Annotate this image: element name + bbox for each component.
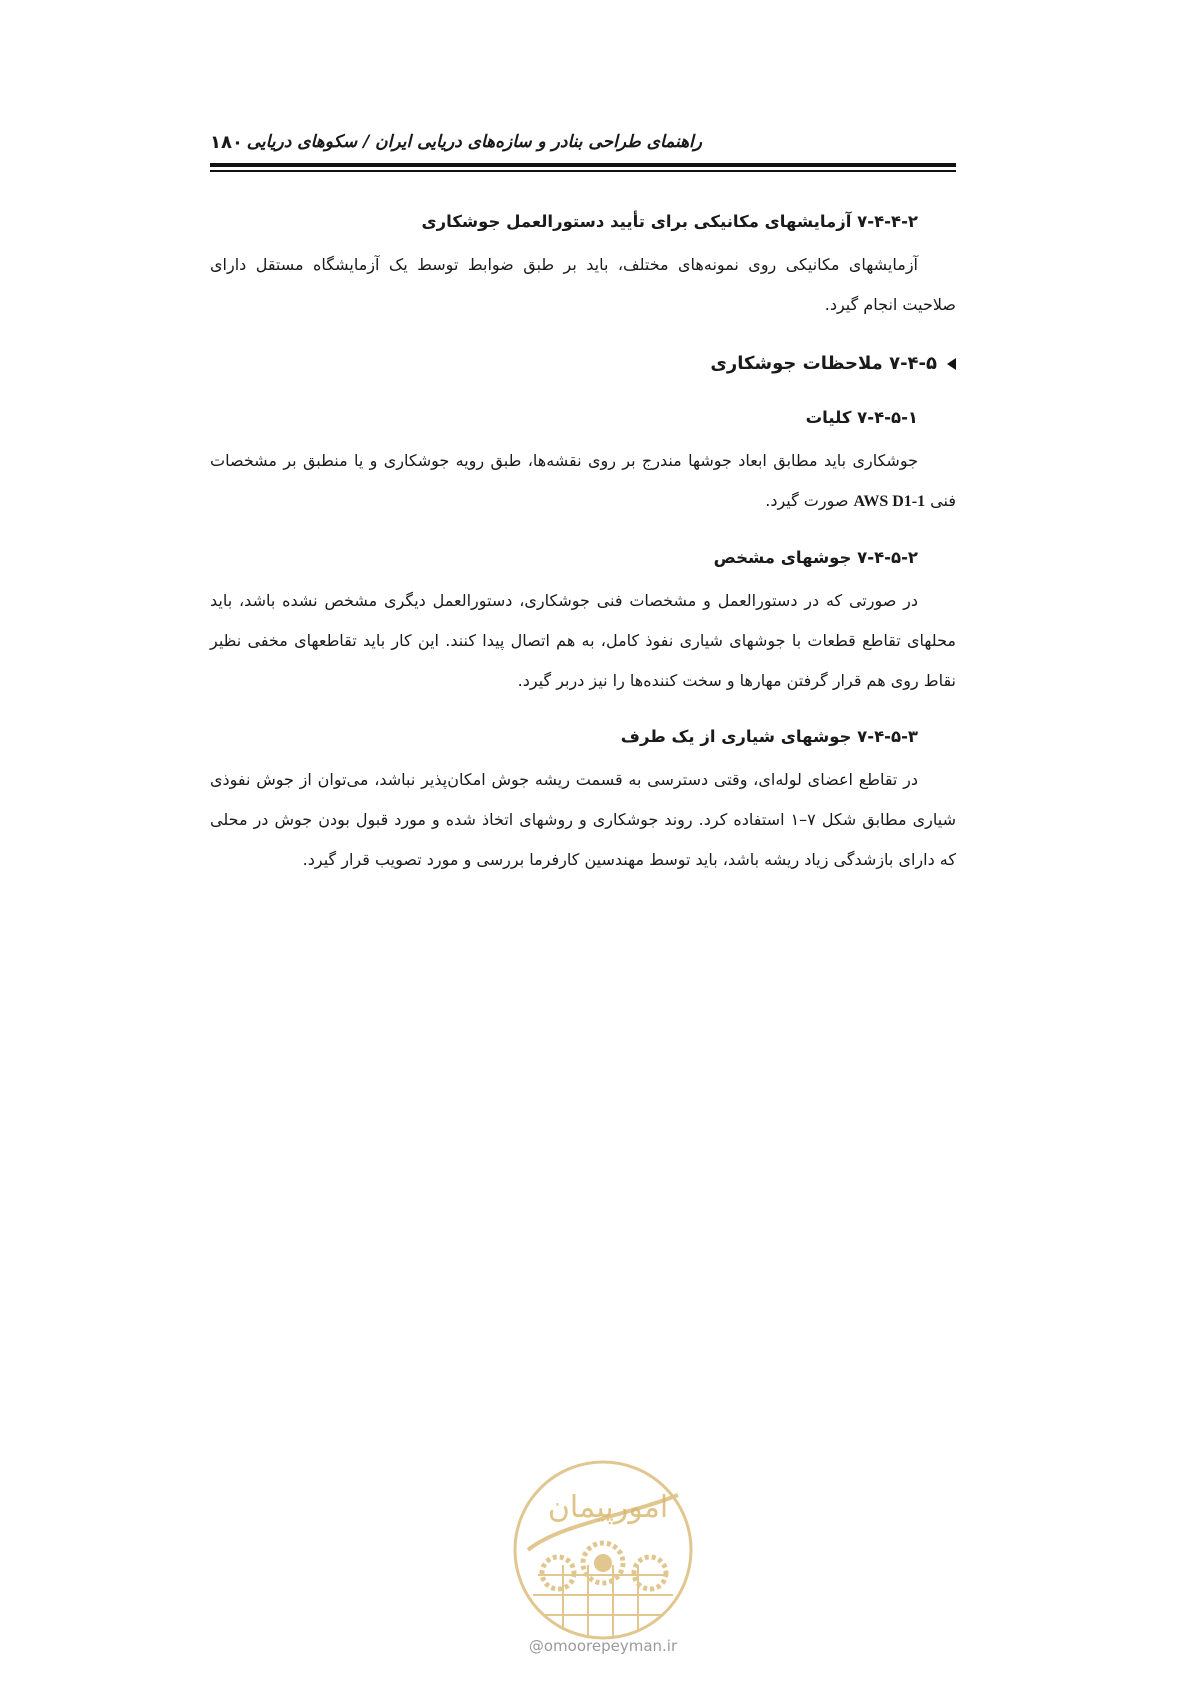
document-body xyxy=(210,212,956,880)
section-heading-7-4-5-1: ۷-۴-۵-۱ کلیات xyxy=(805,408,918,427)
page-number: ۱۸۰ xyxy=(210,132,243,153)
watermark-logo-text: امورپیمان xyxy=(547,1490,669,1525)
section-paragraph-7-4-5-3: در تقاطع اعضای لوله‌ای، وقتی دسترسی به قسمت ریشه جوش امکان‌پذیر نباشد، می‌توان از جوش نفوذی شیاری مطابق شکل ۷–۱ استفاده کرد. روند جوشکاری و روشهای اتخاذ شده و مورد قبول بودن جوش در محلی که دارای بازشدگی زیاد ریشه باشد، باید توسط مهندسین کارفرما بررسی و مورد تصویب قرار گیرد. xyxy=(210,770,956,869)
section-heading-7-4-5-text: ۷-۴-۵ ملاحظات جوشکاری xyxy=(710,353,937,374)
header-rule-thick xyxy=(210,163,956,167)
page-header xyxy=(210,122,956,170)
paragraph-text: صورت گیرد. xyxy=(765,491,854,510)
watermark-logo-icon xyxy=(508,1455,698,1645)
section-paragraph-7-4-5-1 xyxy=(210,441,956,522)
section-heading-7-4-5 xyxy=(210,353,956,374)
section-heading-7-4-5-2: ۷-۴-۵-۲ جوشهای مشخص xyxy=(713,548,918,567)
watermark xyxy=(488,1455,718,1685)
header-rule-thin xyxy=(210,170,956,172)
section-heading-7-4-5-3: ۷-۴-۵-۳ جوشهای شیاری از یک طرف xyxy=(620,727,918,746)
heading-bullet-icon xyxy=(947,358,956,370)
paragraph-text: جوشکاری باید مطابق ابعاد جوشها مندرج بر روی نقشه‌ها، طبق رویه جوشکاری و یا منطبق بر مشخصات فنی xyxy=(210,451,956,510)
watermark-caption: @omoorepeyman.ir xyxy=(528,1637,678,1655)
section-paragraph-7-4-4-2: آزمایشهای مکانیکی روی نمونه‌های مختلف، باید بر طبق ضوابط توسط یک آزمایشگاه مستقل دارای صلاحیت انجام گیرد. xyxy=(210,255,956,314)
section-heading-7-4-4-2: ۷-۴-۴-۲ آزمایشهای مکانیکی برای تأیید دستورالعمل جوشکاری xyxy=(421,212,918,231)
standard-code: AWS D1-1 xyxy=(853,493,926,510)
running-header-title: راهنمای طراحی بنادر و سازه‌های دریایی ایران / سکوهای دریایی xyxy=(246,132,702,152)
section-paragraph-7-4-5-2: در صورتی که در دستورالعمل و مشخصات فنی جوشکاری، دستورالعمل دیگری مشخص نشده باشد، باید محلهای تقاطع قطعات با جوشهای شیاری نفوذ کامل، به هم اتصال پیدا کنند. این کار باید تقاطعهای مخفی نظیر نقاط روی هم قرار گرفتن مهارها و سخت کننده‌ها را نیز دربر گیرد. xyxy=(210,591,956,690)
